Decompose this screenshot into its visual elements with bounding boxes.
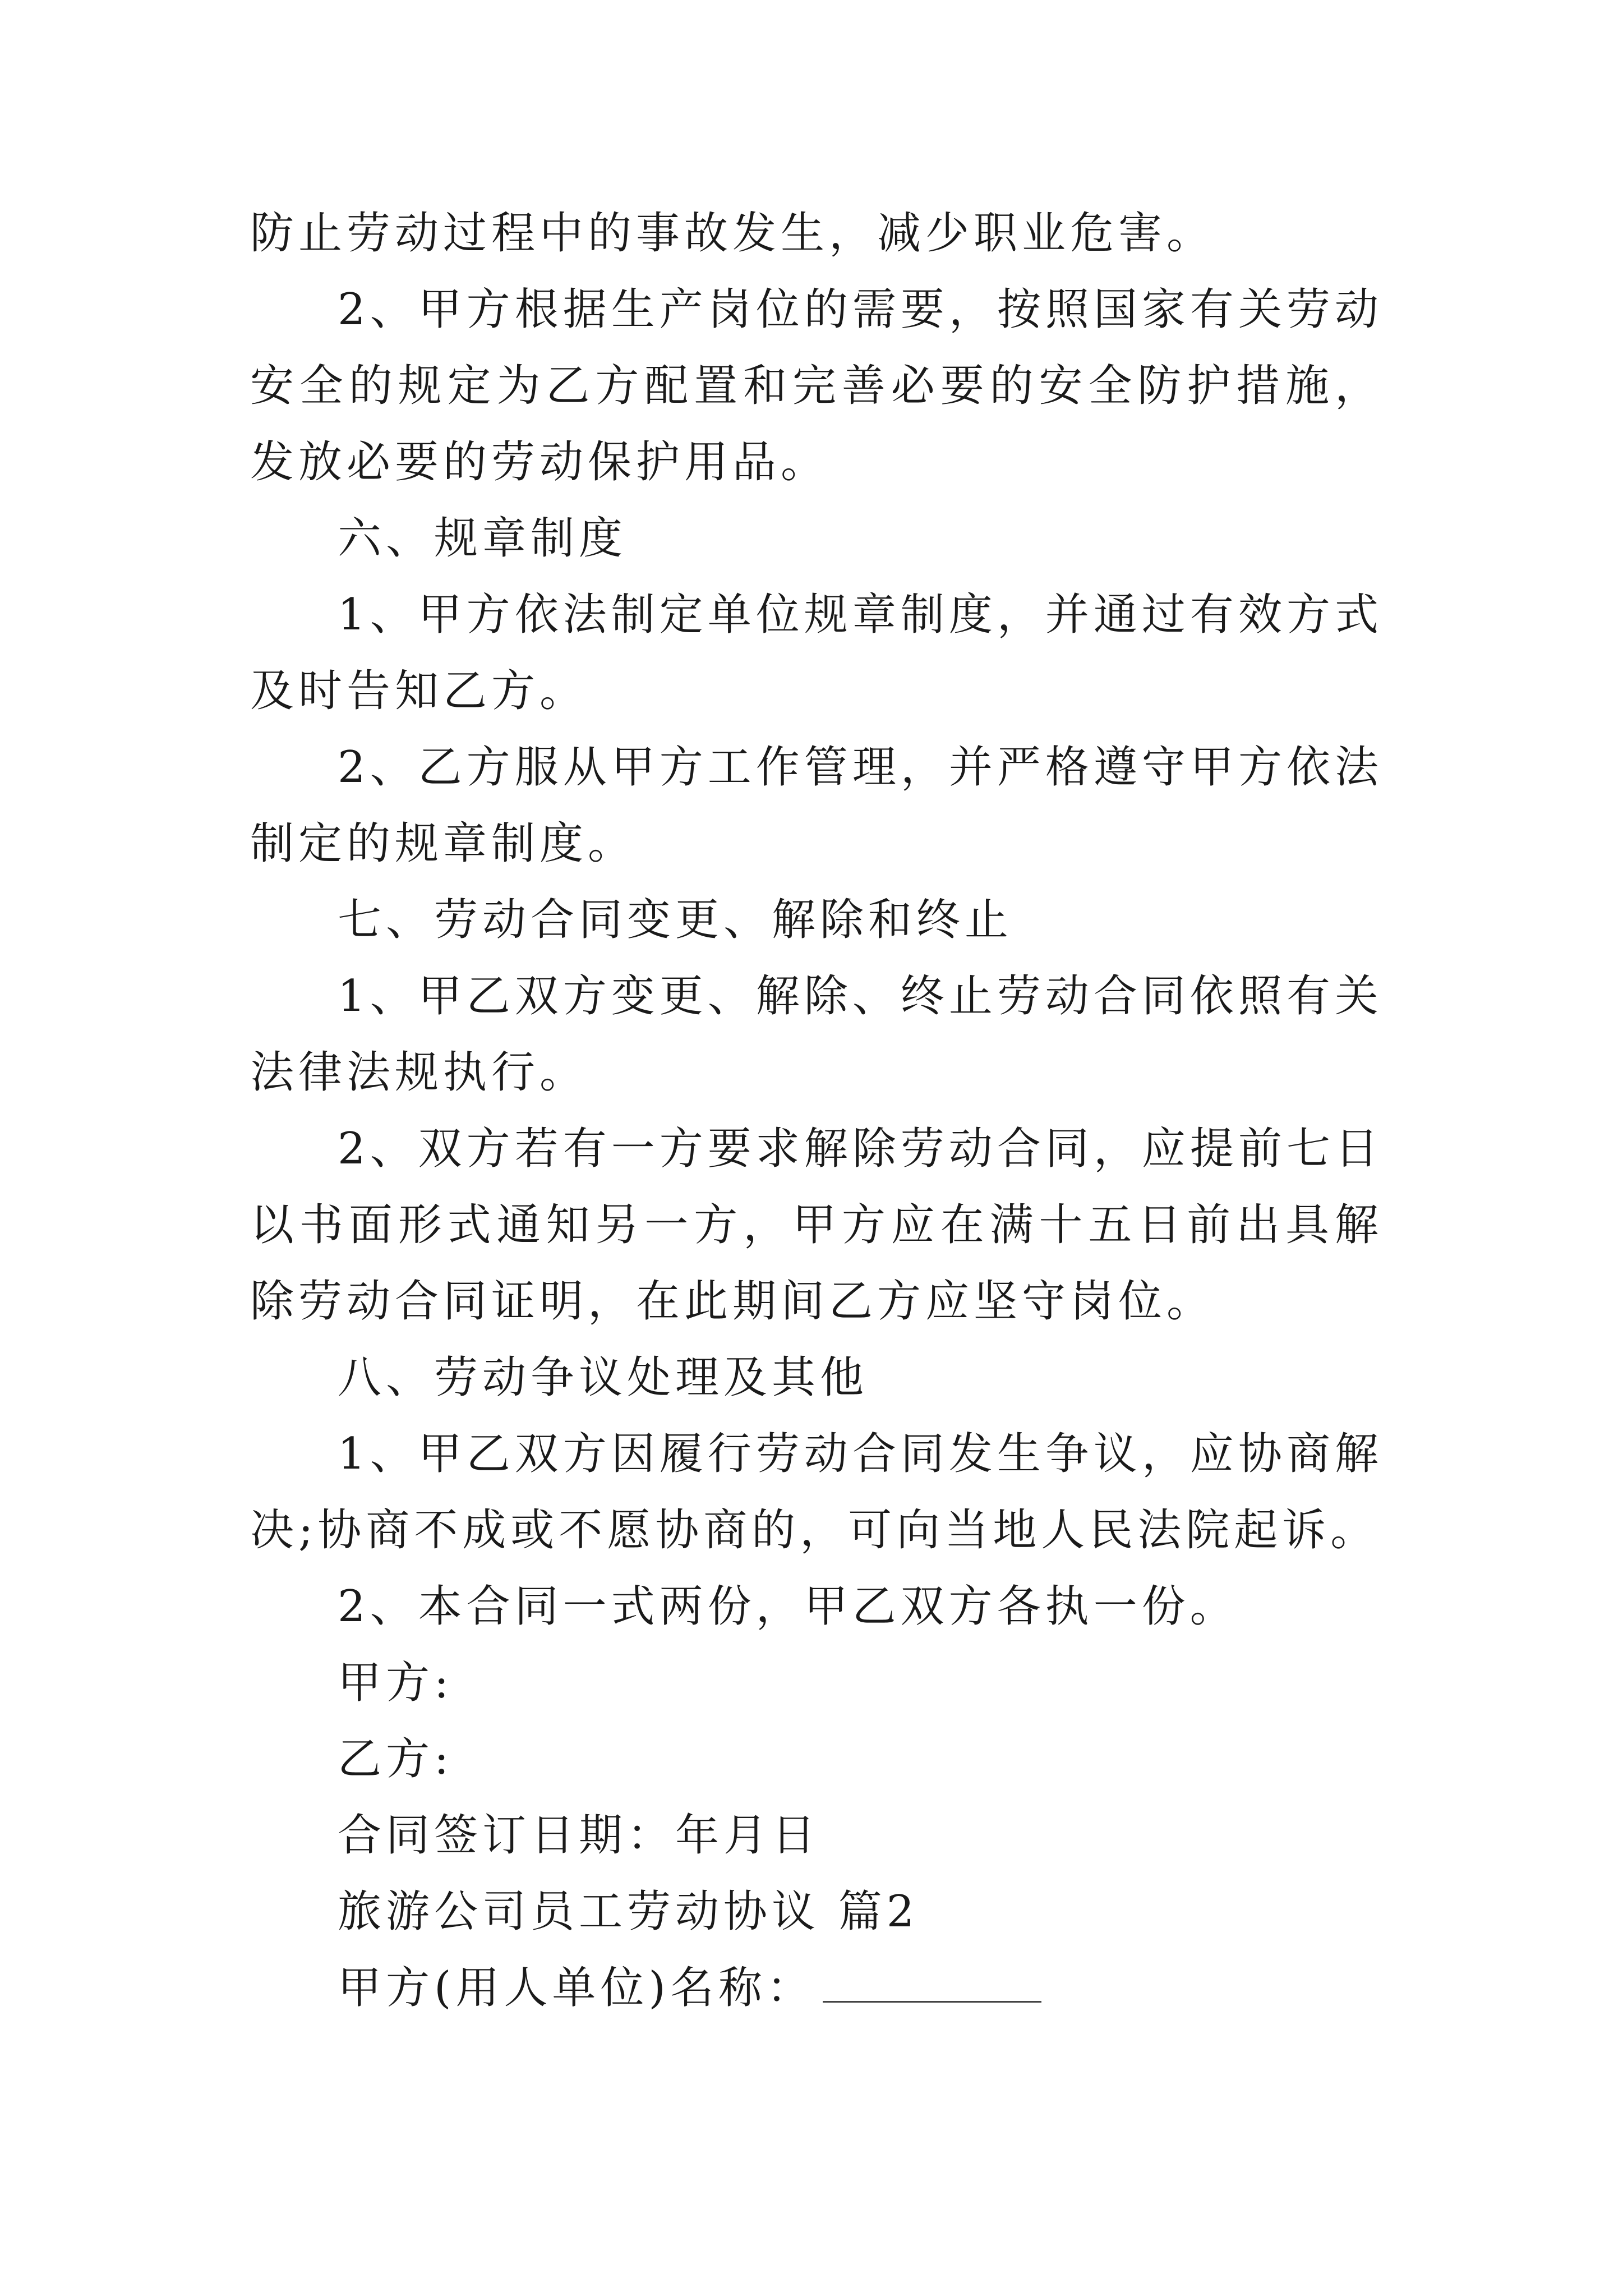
next-section-title: 旅游公司员工劳动协议 篇2: [338, 1887, 919, 1937]
signature-party-a: 甲方:: [338, 1658, 454, 1708]
paragraph-dispute-resolution: 1、甲乙双方因履行劳动合同发生争议，应协商解决;协商不成或不愿协商的，可向当地人民法院起诉。: [250, 1429, 1383, 1556]
paragraph-accident-prevention: 防止劳动过程中的事故发生，减少职业危害。: [250, 208, 1215, 259]
employer-name-blank[interactable]: [823, 1967, 1041, 2003]
signature-party-b: 乙方:: [338, 1734, 454, 1784]
employer-name-label: 甲方(用人单位)名称：: [338, 1963, 815, 2013]
paragraph-rules-notice: 1、甲方依法制定单位规章制度，并通过有效方式及时告知乙方。: [250, 590, 1383, 716]
document-body: [250, 195, 1383, 2026]
paragraph-copies: 2、本合同一式两份，甲乙双方各执一份。: [338, 1581, 1238, 1632]
paragraph-contract-change-law: 1、甲乙双方变更、解除、终止劳动合同依照有关法律法规执行。: [250, 971, 1383, 1098]
employer-name-line: [250, 1950, 1383, 2026]
section-heading-contract-change: 七、劳动合同变更、解除和终止: [338, 895, 1013, 945]
section-heading-disputes: 八、劳动争议处理及其他: [338, 1352, 869, 1403]
section-heading-rules: 六、规章制度: [338, 513, 628, 564]
paragraph-safety-equipment: 2、甲方根据生产岗位的需要，按照国家有关劳动安全的规定为乙方配置和完善必要的安全防护措施，发放必要的劳动保护用品。: [250, 284, 1383, 487]
signature-date: 合同签订日期：年月日: [338, 1810, 820, 1861]
paragraph-rules-compliance: 2、乙方服从甲方工作管理，并严格遵守甲方依法制定的规章制度。: [250, 742, 1383, 869]
paragraph-termination-notice: 2、双方若有一方要求解除劳动合同，应提前七日以书面形式通知另一方，甲方应在满十五日前出具解除劳动合同证明，在此期间乙方应坚守岗位。: [250, 1124, 1383, 1327]
